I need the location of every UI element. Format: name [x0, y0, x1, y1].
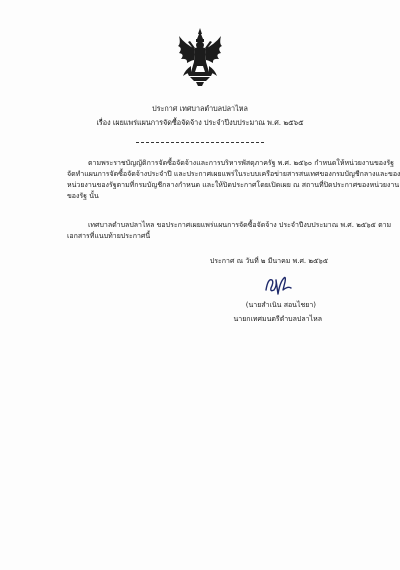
paragraph-2-line-1: เทศบาลตำบลปลาไหล ขอประกาศเผยแพร่แผนการจัดซื้อจัดจ้าง ประจำปีงบประมาณ พ.ศ. ๒๕๖๕ ตาม	[88, 221, 392, 229]
paragraph-1-line-2: จัดทำแผนการจัดซื้อจัดจ้างประจำปี และประกาศเผยแพร่ในระบบเครือข่ายสารสนเทศของกรมบัญชีกลางและของ	[67, 170, 400, 178]
paragraph-1-line-1: ตามพระราชบัญญัติการจัดซื้อจัดจ้างและการบริหารพัสดุภาครัฐ พ.ศ. ๒๕๖๐ กำหนดให้หน่วยงานของรัฐ	[88, 159, 395, 167]
paragraph-2-line-2: เอกสารที่แนบท้ายประกาศนี้	[67, 232, 151, 240]
paragraph-1-line-3: หน่วยงานของรัฐตามที่กรมบัญชีกลางกำหนด และให้ปิดประกาศโดยเปิดเผย ณ สถานที่ปิดประกาศของหน่วยงาน	[67, 181, 400, 189]
signer-title: นายกเทศมนตรีตำบลปลาไหล	[233, 315, 322, 323]
garuda-emblem-icon	[175, 26, 225, 88]
announcement-heading: ประกาศ เทศบาลตำบลปลาไหล	[152, 104, 248, 113]
announcement-subject: เรื่อง เผยแพร่แผนการจัดซื้อจัดจ้าง ประจำปีงบประมาณ พ.ศ. ๒๕๖๕	[96, 118, 304, 127]
paragraph-1-line-4: ของรัฐ นั้น	[67, 192, 99, 200]
signer-name: (นายสำเนิน สอนไชยา)	[245, 301, 316, 309]
handwritten-signature	[262, 272, 294, 298]
dashed-divider	[136, 142, 264, 143]
announcement-date: ประกาศ ณ วันที่ ๒ มีนาคม พ.ศ. ๒๕๖๕	[209, 257, 328, 265]
